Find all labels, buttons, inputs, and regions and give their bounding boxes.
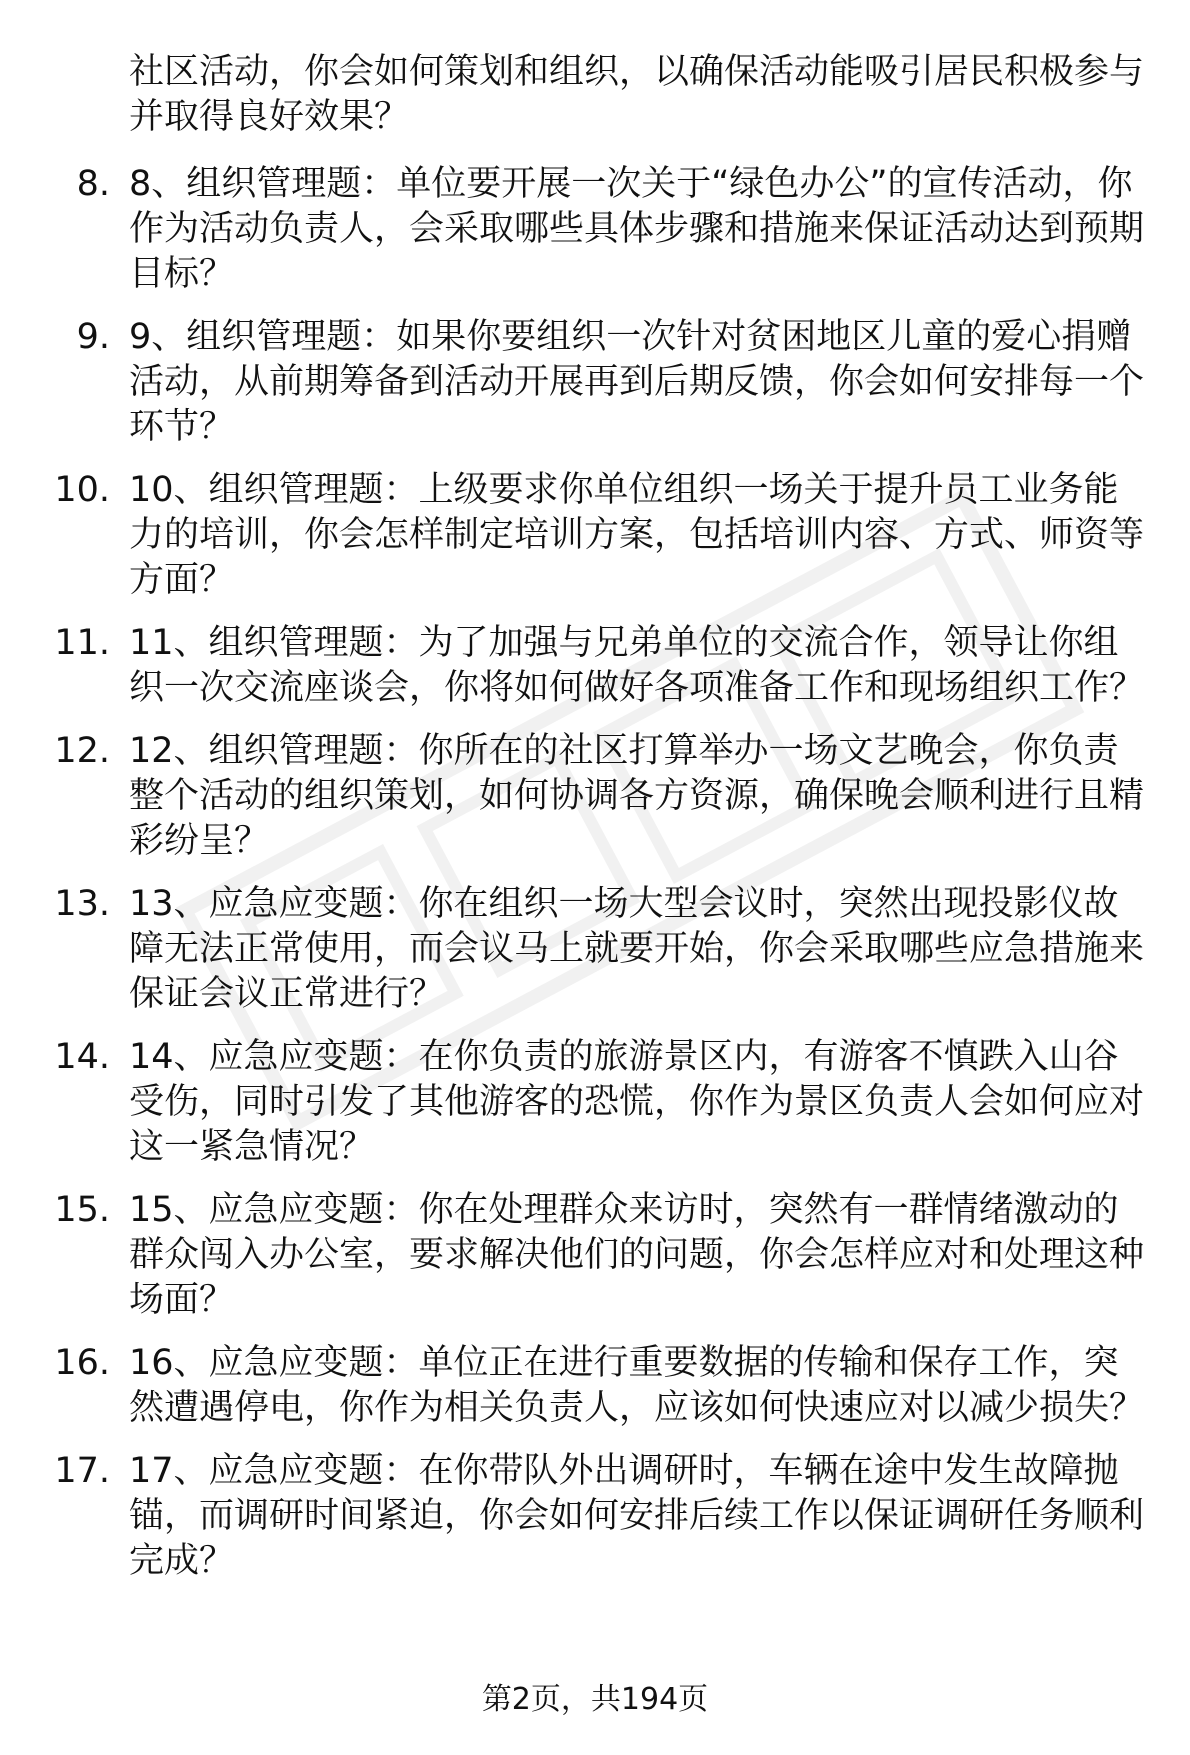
question-item bbox=[0, 621, 1150, 711]
continued-question-text: 社区活动，你会如何策划和组织，以确保活动能吸引居民积极参与并取得良好效果？ bbox=[129, 52, 1145, 137]
question-item bbox=[0, 315, 1150, 450]
question-item bbox=[0, 1341, 1150, 1431]
question-item bbox=[0, 1035, 1150, 1170]
question-item bbox=[0, 468, 1150, 603]
question-text: 16、应急应变题：单位正在进行重要数据的传输和保存工作，突然遭遇停电，你作为相关负责人，应该如何快速应对以减少损失？ bbox=[129, 1343, 1145, 1428]
question-number: 11. bbox=[54, 623, 110, 663]
question-number: 8. bbox=[76, 164, 110, 204]
question-text: 17、应急应变题：在你带队外出调研时，车辆在途中发生故障抛锚，而调研时间紧迫，你会如何安排后续工作以保证调研任务顺利完成？ bbox=[129, 1451, 1145, 1581]
question-number: 14. bbox=[54, 1037, 110, 1077]
question-text: 12、组织管理题：你所在的社区打算举办一场文艺晚会，你负责整个活动的组织策划，如何协调各方资源，确保晚会顺利进行且精彩纷呈？ bbox=[129, 731, 1145, 861]
question-list bbox=[0, 162, 1190, 1602]
question-text: 8、组织管理题：单位要开展一次关于“绿色办公”的宣传活动，你作为活动负责人，会采取哪些具体步骤和措施来保证活动达到预期目标？ bbox=[129, 164, 1145, 294]
question-number: 12. bbox=[54, 731, 110, 771]
question-text: 14、应急应变题：在你负责的旅游景区内，有游客不慎跌入山谷受伤，同时引发了其他游客的恐慌，你作为景区负责人会如何应对这一紧急情况？ bbox=[129, 1037, 1145, 1167]
question-item bbox=[0, 729, 1150, 864]
question-text: 9、组织管理题：如果你要组织一次针对贫困地区儿童的爱心捐赠活动，从前期筹备到活动开展再到后期反馈，你会如何安排每一个环节？ bbox=[129, 317, 1145, 447]
question-number: 15. bbox=[54, 1190, 110, 1230]
question-number: 9. bbox=[76, 317, 110, 357]
question-item bbox=[0, 1188, 1150, 1323]
page-footer: 第2页，共194页 bbox=[481, 1682, 709, 1717]
question-item bbox=[0, 162, 1150, 297]
question-item bbox=[0, 882, 1150, 1017]
question-text: 15、应急应变题：你在处理群众来访时，突然有一群情绪激动的群众闯入办公室，要求解决他们的问题，你会怎样应对和处理这种场面？ bbox=[129, 1190, 1145, 1320]
question-number: 13. bbox=[54, 884, 110, 924]
question-text: 13、应急应变题：你在组织一场大型会议时，突然出现投影仪故障无法正常使用，而会议马上就要开始，你会采取哪些应急措施来保证会议正常进行？ bbox=[129, 884, 1145, 1014]
question-text: 11、组织管理题：为了加强与兄弟单位的交流合作，领导让你组织一次交流座谈会，你将如何做好各项准备工作和现场组织工作？ bbox=[129, 623, 1145, 708]
question-item bbox=[0, 1449, 1150, 1584]
question-number: 16. bbox=[54, 1343, 110, 1383]
question-text: 10、组织管理题：上级要求你单位组织一场关于提升员工业务能力的培训，你会怎样制定培训方案，包括培训内容、方式、师资等方面？ bbox=[129, 470, 1145, 600]
question-number: 10. bbox=[54, 470, 110, 510]
question-number: 17. bbox=[54, 1451, 110, 1491]
